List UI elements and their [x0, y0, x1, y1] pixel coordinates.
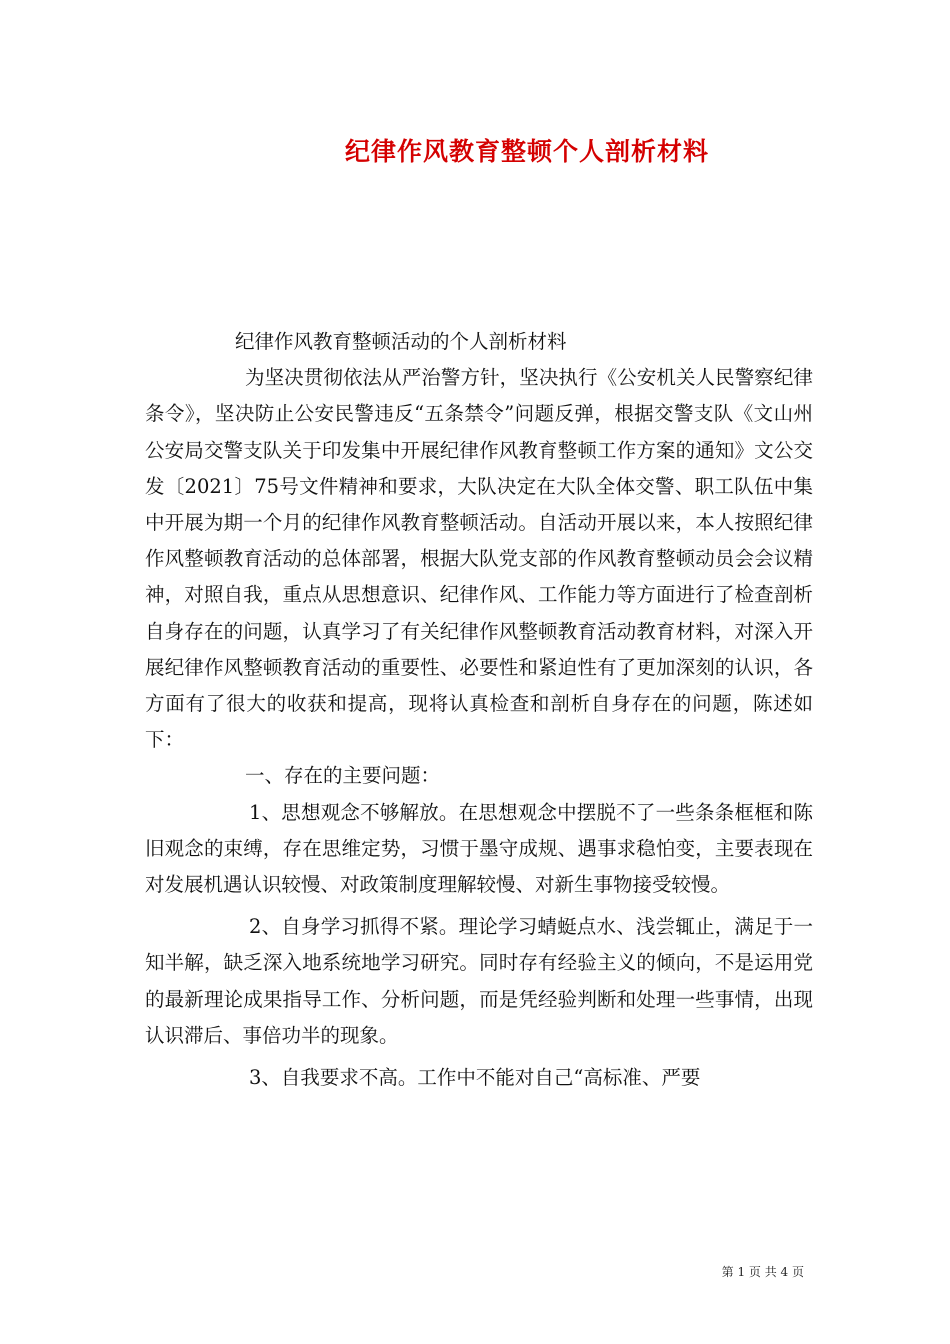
problem-item-1: 1、思想观念不够解放。在思想观念中摆脱不了一些条条框框和陈旧观念的束缚，存在思维定势，习惯于墨守成规、遇事求稳怕变，主要表现在对发展机遇认识较慢、对政策制度理解较慢、对新生事物接受较慢。: [145, 800, 813, 897]
problem-item-2: 2、自身学习抓得不紧。理论学习蜻蜓点水、浅尝辄止，满足于一知半解，缺乏深入地系统地学习研究。同时存有经验主义的倾向，不是运用党的最新理论成果指导工作、分析问题，而是凭经验判断和处理一些事情，出现认识滞后、事倍功半的现象。: [145, 915, 813, 1047]
intro-paragraph: 为坚决贯彻依法从严治警方针，坚决执行《公安机关人民警察纪律条令》，坚决防止公安民警违反“五条禁令”问题反弹，根据交警支队《文山州公安局交警支队关于印发集中开展纪律作风教育整顿工作方案的通知》文公交发〔2021〕75号文件精神和要求，大队决定在大队全体交警、职工队伍中集中开展为期一个月的纪律作风教育整顿活动。自活动开展以来，本人按照纪律作风整顿教育活动的总体部署，根据大队党支部的作风教育整顿动员会会议精神，对照自我，重点从思想意识、纪律作风、工作能力等方面进行了检查剖析自身存在的问题，认真学习了有关纪律作风整顿教育活动教育材料，对深入开展纪律作风整顿教育活动的重要性、必要性和紧迫性有了更加深刻的认识，各方面有了很大的收获和提高，现将认真检查和剖析自身存在的问题，陈述如下：: [145, 366, 813, 752]
document-body: [145, 324, 813, 1096]
document-title: 纪律作风教育整顿个人剖析材料: [344, 137, 709, 166]
problem-item-3: 3、自我要求不高。工作中不能对自己“高标准、严要: [249, 1066, 701, 1090]
page-number-footer: 第 1 页 共 4 页: [721, 1265, 804, 1279]
section-heading-problems: 一、存在的主要问题：: [245, 764, 441, 788]
document-subtitle: 纪律作风教育整顿活动的个人剖析材料: [235, 330, 567, 353]
